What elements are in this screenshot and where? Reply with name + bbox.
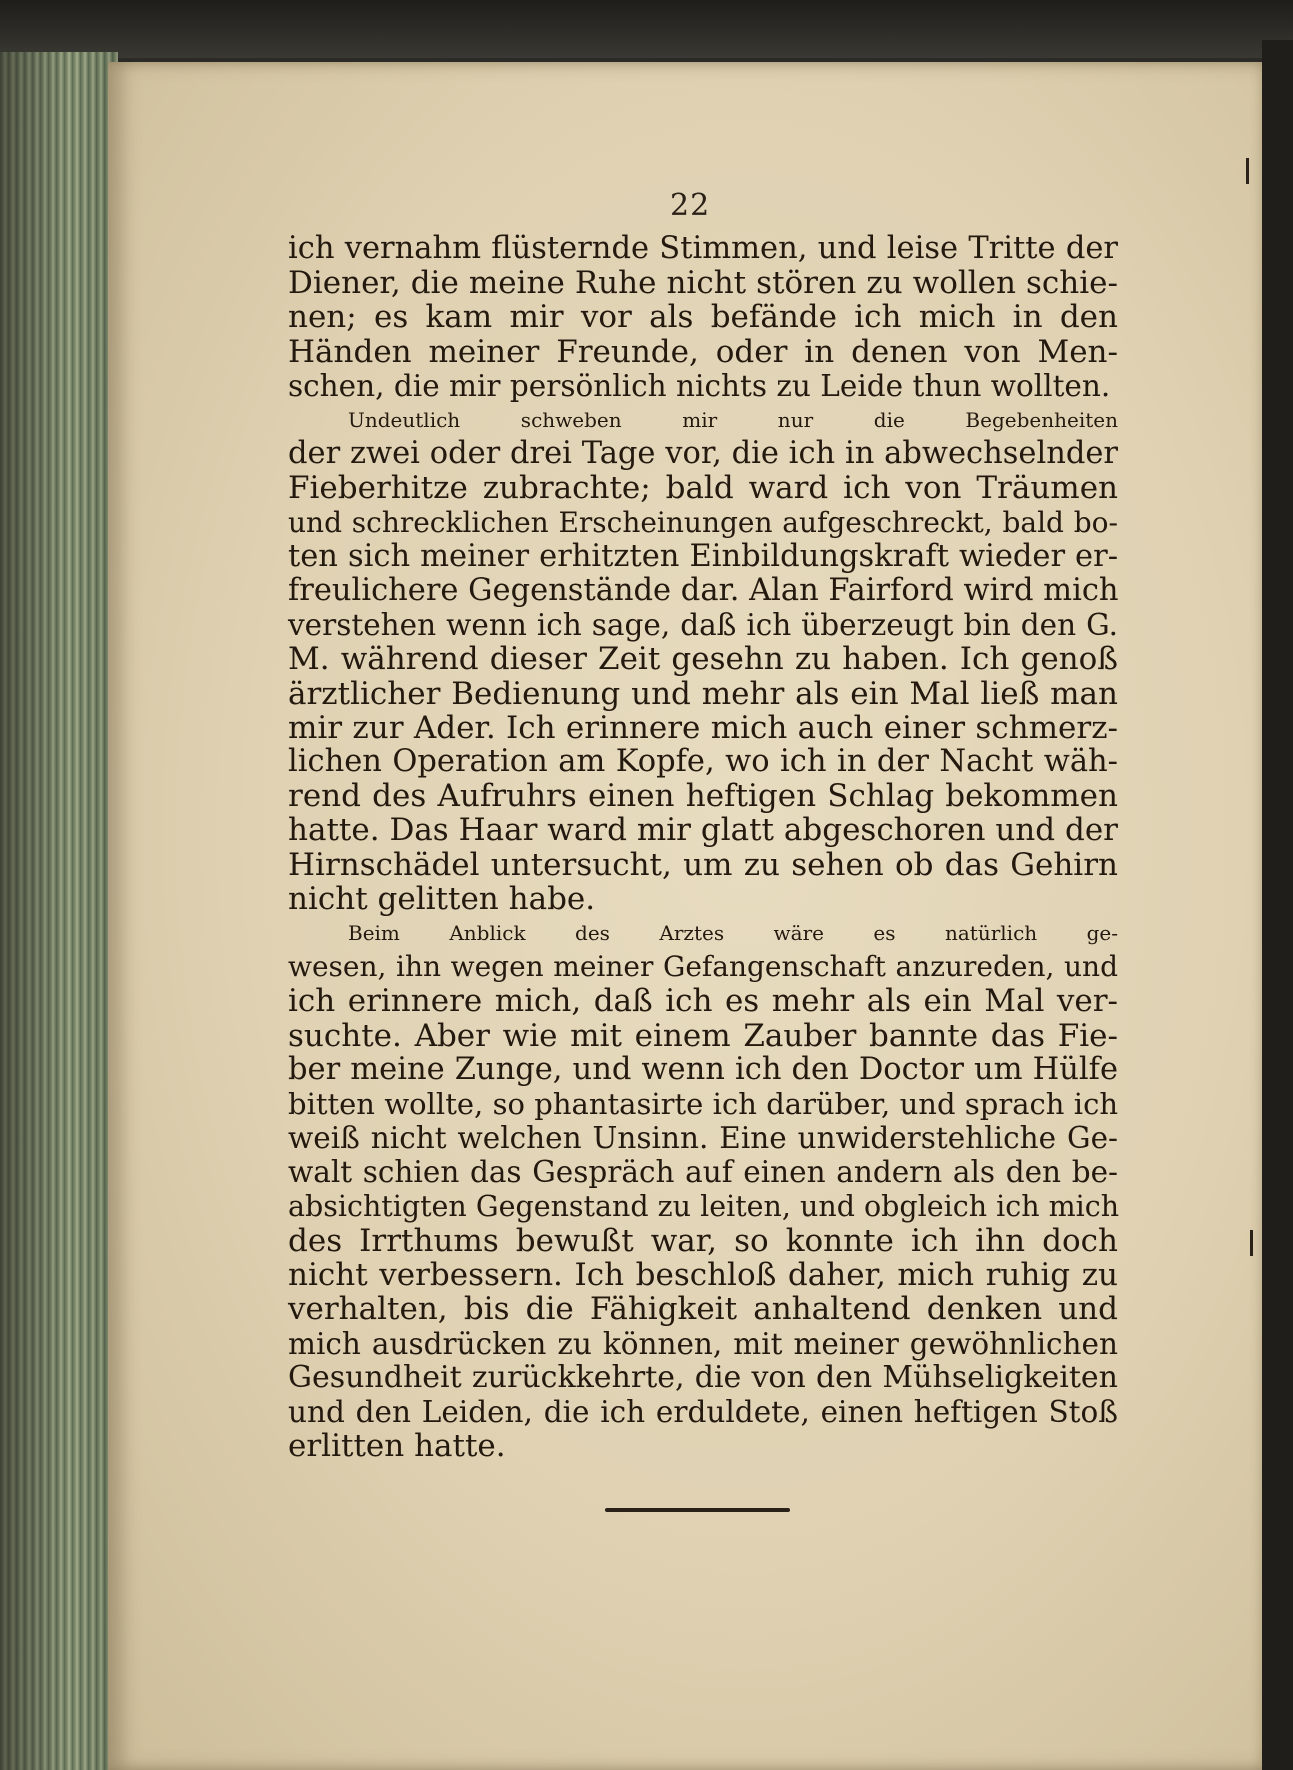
text-line: und schrecklichen Erscheinungen aufgeschreckt, bald bo-: [288, 505, 1118, 539]
text-line: bitten wollte, so phantasirte ich darüber, und sprach ich: [288, 1087, 1118, 1122]
end-rule: [605, 1508, 790, 1512]
text-line: und den Leiden, die ich erduldete, einen heftigen Stoß: [288, 1394, 1118, 1429]
scan-top-border: [0, 0, 1293, 58]
text-line: mir zur Ader. Ich erinnere mich auch einer schmerz-: [288, 709, 1118, 746]
text-line: ich vernahm flüsternde Stimmen, und leise Tritte der: [288, 231, 1118, 266]
text-line: der zwei oder drei Tage vor, die ich in abwechselnder: [288, 436, 1118, 472]
text-line: suchte. Aber wie mit einem Zauber bannte das Fie-: [288, 1017, 1118, 1054]
text-line: Fieberhitze zubrachte; bald ward ich von Träumen: [288, 470, 1118, 507]
text-line: freulichere Gegenstände dar. Alan Fairford wird mich: [288, 573, 1119, 609]
text-line: ich erinnere mich, daß ich es mehr als ein Mal ver-: [288, 983, 1118, 1020]
text-line: Gesundheit zurückkehrte, die von den Mühseligkeiten: [288, 1359, 1118, 1395]
text-line: absichtigten Gegenstand zu leiten, und obgleich ich mich: [288, 1189, 1120, 1223]
text-line: verhalten, bis die Fähigkeit anhaltend denken und: [288, 1291, 1118, 1328]
text-line: Diener, die meine Ruhe nicht stören zu wollen schie-: [288, 265, 1118, 302]
text-line: hatte. Das Haar ward mir glatt abgeschoren und der: [288, 812, 1118, 849]
text-line: Undeutlich schweben mir nur die Begebenheiten: [348, 408, 1118, 433]
text-line: nicht verbessern. Ich beschloß daher, mich ruhig zu: [288, 1257, 1118, 1294]
text-line: des Irrthums bewußt war, so konnte ich ihn doch: [288, 1222, 1118, 1259]
text-line: ber meine Zunge, und wenn ich den Doctor um Hülfe: [288, 1051, 1118, 1087]
text-line: ärztlicher Bedienung und mehr als ein Mal ließ man: [288, 675, 1118, 712]
text-line: nen; es kam mir vor als befände ich mich in den: [288, 299, 1118, 336]
text-line: M. während dieser Zeit gesehn zu haben. Ich genoß: [288, 641, 1118, 678]
text-line: ten sich meiner erhitzten Einbildungskraft wieder er-: [288, 538, 1118, 574]
text-line: mich ausdrücken zu können, mit meiner gewöhnlichen: [288, 1326, 1118, 1361]
page-number: 22: [670, 188, 711, 223]
text-line: wesen, ihn wegen meiner Gefangenschaft anzureden, und: [288, 950, 1118, 984]
text-line: nicht gelitten habe.: [288, 880, 596, 917]
text-line: walt schien das Gespräch auf einen andern als den be-: [288, 1155, 1118, 1190]
text-line: Hirnschädel untersucht, um zu sehen ob das Gehirn: [288, 846, 1118, 883]
margin-mark: [1246, 158, 1249, 184]
text-line: schen, die mir persönlich nichts zu Leide thun wollten.: [288, 368, 1111, 403]
text-line: lichen Operation am Kopfe, wo ich in der Nacht wäh-: [288, 744, 1118, 780]
body-text: [288, 232, 1118, 1463]
text-line: Händen meiner Freunde, oder in denen von Men-: [288, 333, 1118, 370]
page-edges-shadow: [0, 52, 118, 1770]
margin-mark: [1250, 1230, 1253, 1256]
text-line: weiß nicht welchen Unsinn. Eine unwiderstehliche Ge-: [288, 1121, 1118, 1156]
text-line: erlitten hatte.: [288, 1428, 506, 1465]
text-line: rend des Aufruhrs einen heftigen Schlag bekommen: [288, 778, 1118, 815]
scan-right-border: [1262, 40, 1293, 1770]
text-line: Beim Anblick des Arztes wäre es natürlich ge-: [348, 921, 1118, 946]
text-line: verstehen wenn ich sage, daß ich überzeugt bin den G.: [288, 608, 1118, 643]
